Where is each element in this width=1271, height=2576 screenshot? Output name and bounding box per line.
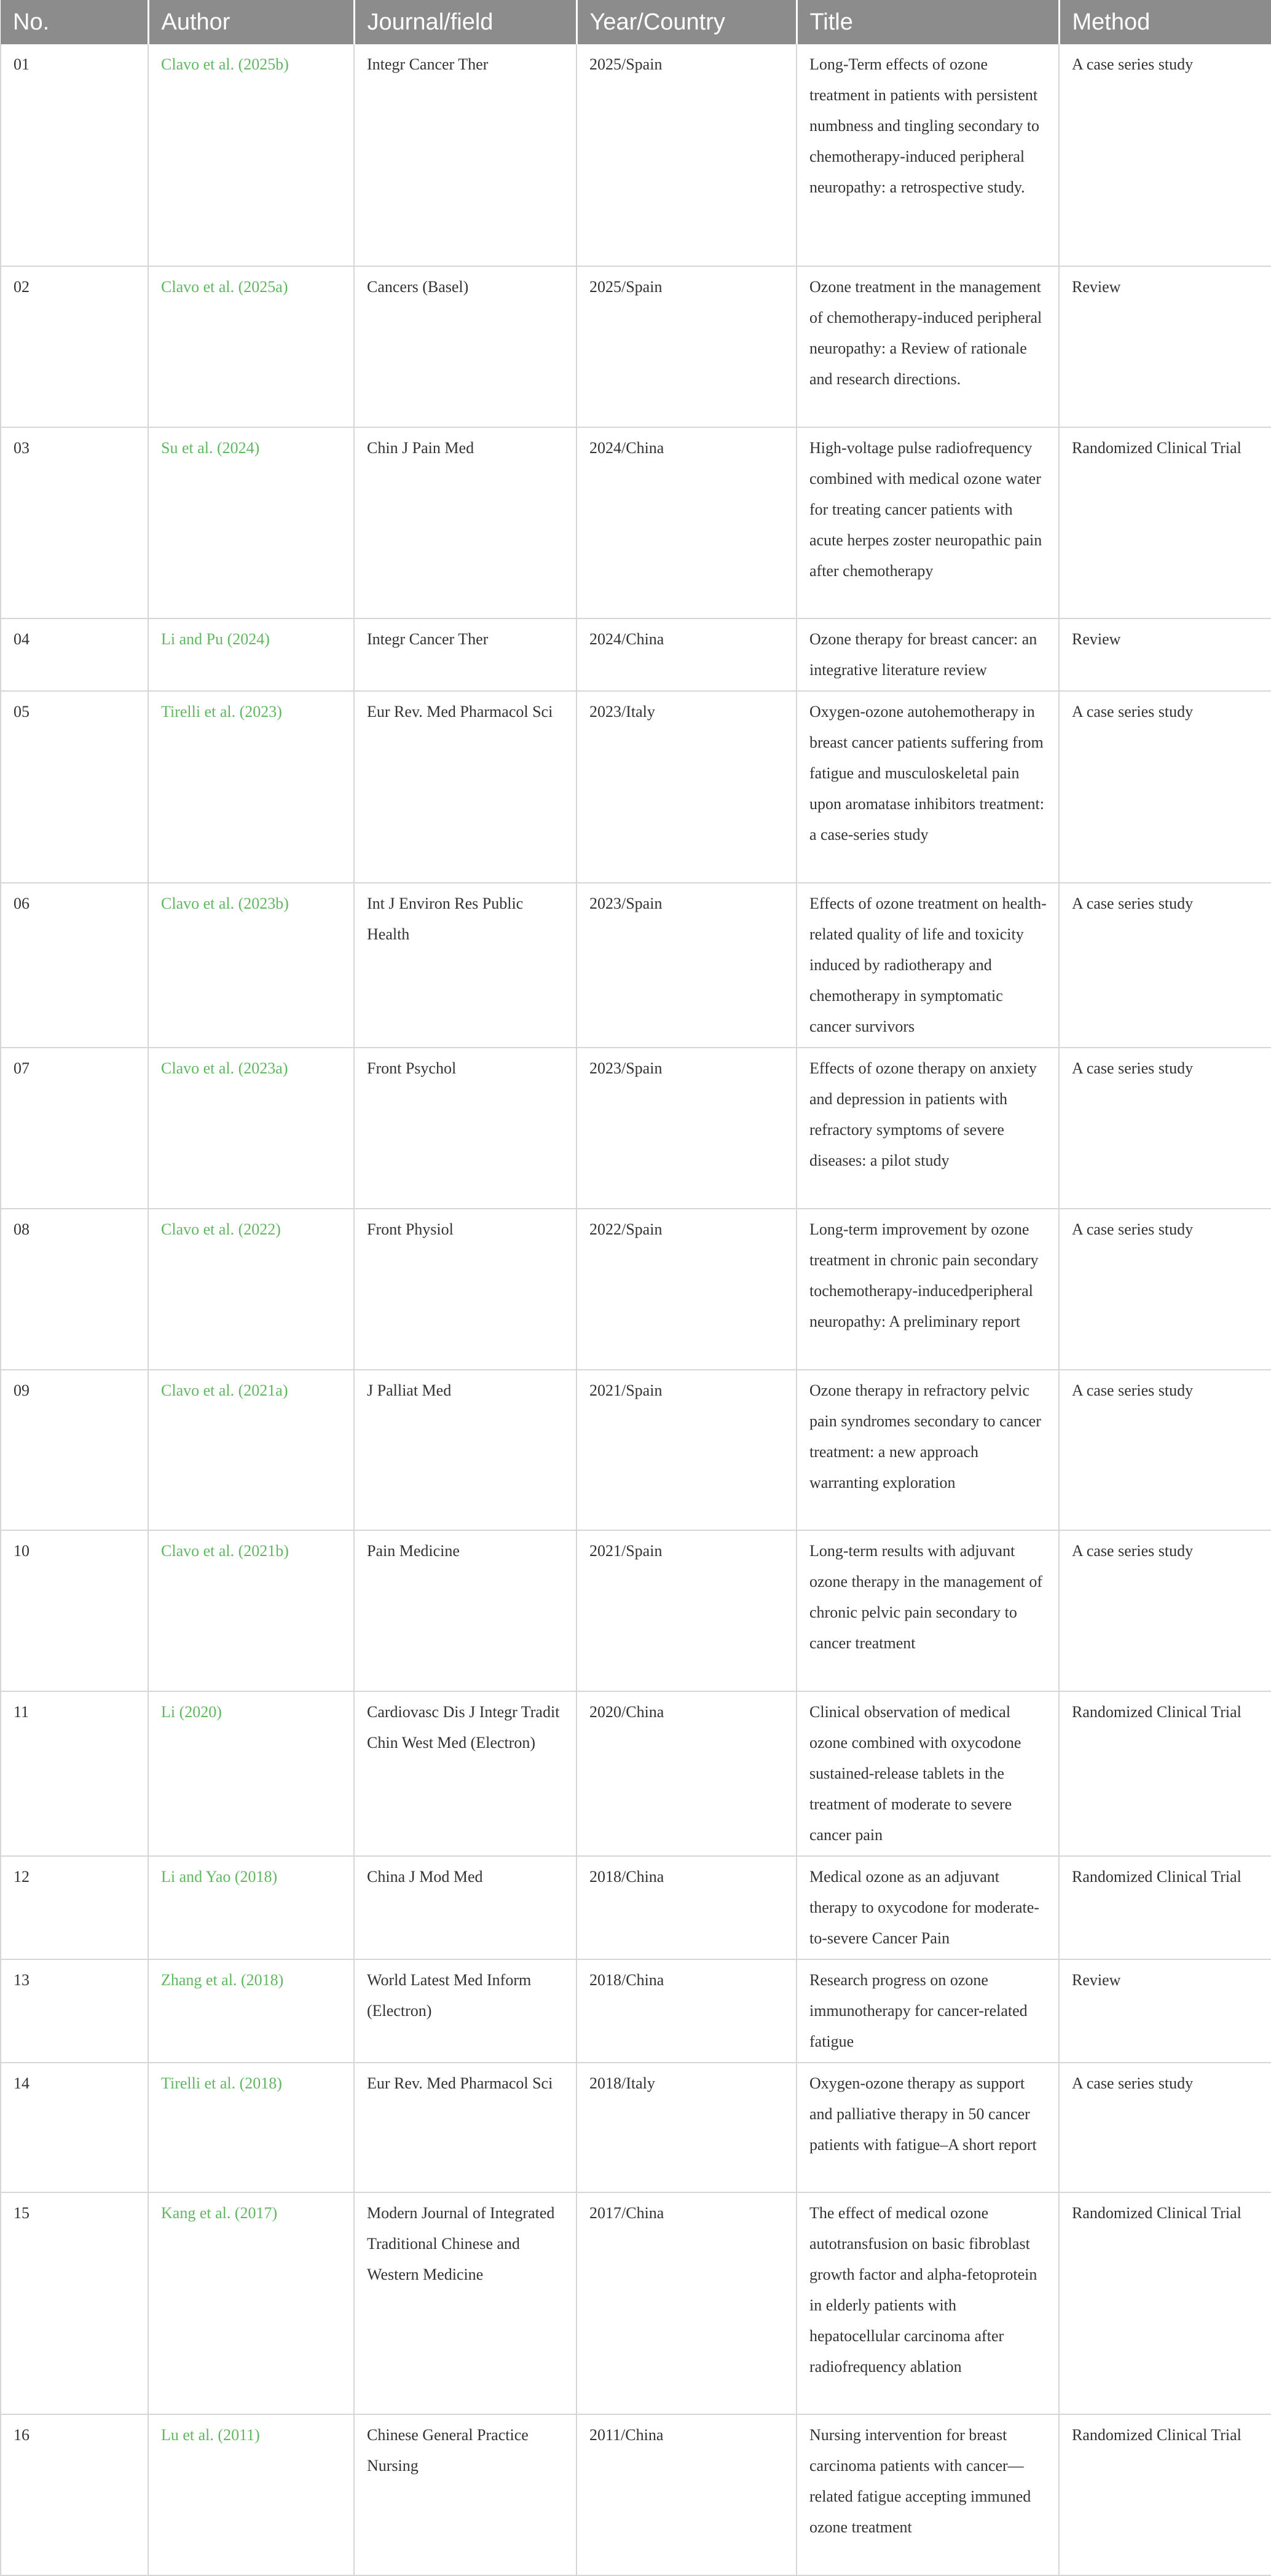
cell-author[interactable]: Clavo et al. (2025a): [148, 266, 354, 427]
cell-no: 08: [1, 1209, 148, 1370]
cell-journal: Chin J Pain Med: [354, 427, 576, 618]
cell-title: Research progress on ozone immunotherapy for cancer-related fatigue: [797, 1959, 1059, 2063]
column-header-author: Author: [148, 0, 354, 44]
cell-method: A case series study: [1059, 1370, 1271, 1530]
cell-method: Randomized Clinical Trial: [1059, 427, 1271, 618]
cell-journal: Integr Cancer Ther: [354, 44, 576, 266]
cell-method: Randomized Clinical Trial: [1059, 2414, 1271, 2575]
cell-year-country: 2021/Spain: [576, 1530, 797, 1691]
cell-no: 16: [1, 2414, 148, 2575]
cell-no: 03: [1, 427, 148, 618]
cell-method: A case series study: [1059, 883, 1271, 1048]
cell-method: A case series study: [1059, 1209, 1271, 1370]
cell-journal: Chinese General Practice Nursing: [354, 2414, 576, 2575]
cell-no: 06: [1, 883, 148, 1048]
table-row: [1, 1209, 1271, 1370]
cell-journal: Eur Rev. Med Pharmacol Sci: [354, 2063, 576, 2192]
cell-year-country: 2020/China: [576, 1691, 797, 1856]
column-header-no: No.: [1, 0, 148, 44]
cell-year-country: 2011/China: [576, 2414, 797, 2575]
cell-author[interactable]: Clavo et al. (2025b): [148, 44, 354, 266]
cell-no: 12: [1, 1856, 148, 1959]
cell-title: The effect of medical ozone autotransfusion on basic fibroblast growth factor and alpha-fetoprotein in elderly patients with hepatocellular carcinoma after radiofrequency ablation: [797, 2192, 1059, 2414]
cell-no: 13: [1, 1959, 148, 2063]
cell-journal: World Latest Med Inform (Electron): [354, 1959, 576, 2063]
cell-journal: Front Physiol: [354, 1209, 576, 1370]
cell-author[interactable]: Zhang et al. (2018): [148, 1959, 354, 2063]
cell-no: 11: [1, 1691, 148, 1856]
column-header-year-country: Year/Country: [576, 0, 797, 44]
cell-no: 15: [1, 2192, 148, 2414]
cell-year-country: 2023/Spain: [576, 883, 797, 1048]
cell-author[interactable]: Su et al. (2024): [148, 427, 354, 618]
cell-title: Effects of ozone therapy on anxiety and depression in patients with refractory symptoms of severe diseases: a pilot study: [797, 1048, 1059, 1209]
table-row: [1, 1691, 1271, 1856]
cell-method: A case series study: [1059, 1048, 1271, 1209]
cell-method: A case series study: [1059, 2063, 1271, 2192]
table-row: [1, 1856, 1271, 1959]
table-row: [1, 1530, 1271, 1691]
cell-year-country: 2018/China: [576, 1856, 797, 1959]
cell-journal: Integr Cancer Ther: [354, 618, 576, 691]
table-row: [1, 427, 1271, 618]
table-row: [1, 1048, 1271, 1209]
cell-title: Ozone therapy in refractory pelvic pain syndromes secondary to cancer treatment: a new approach warranting exploration: [797, 1370, 1059, 1530]
table-row: [1, 2063, 1271, 2192]
cell-year-country: 2023/Spain: [576, 1048, 797, 1209]
cell-method: Randomized Clinical Trial: [1059, 1856, 1271, 1959]
cell-title: Effects of ozone treatment on health-related quality of life and toxicity induced by radiotherapy and chemotherapy in symptomatic cancer survivors: [797, 883, 1059, 1048]
table-row: [1, 691, 1271, 883]
cell-year-country: 2021/Spain: [576, 1370, 797, 1530]
cell-method: A case series study: [1059, 44, 1271, 266]
cell-title: Ozone therapy for breast cancer: an integrative literature review: [797, 618, 1059, 691]
cell-journal: Cardiovasc Dis J Integr Tradit Chin West Med (Electron): [354, 1691, 576, 1856]
cell-method: A case series study: [1059, 1530, 1271, 1691]
cell-title: High-voltage pulse radiofrequency combined with medical ozone water for treating cancer patients with acute herpes zoster neuropathic pain after chemotherapy: [797, 427, 1059, 618]
cell-no: 07: [1, 1048, 148, 1209]
cell-year-country: 2023/Italy: [576, 691, 797, 883]
cell-method: Randomized Clinical Trial: [1059, 2192, 1271, 2414]
cell-title: Medical ozone as an adjuvant therapy to oxycodone for moderate-to-severe Cancer Pain: [797, 1856, 1059, 1959]
cell-journal: Cancers (Basel): [354, 266, 576, 427]
cell-journal: J Palliat Med: [354, 1370, 576, 1530]
cell-journal: Int J Environ Res Public Health: [354, 883, 576, 1048]
cell-year-country: 2022/Spain: [576, 1209, 797, 1370]
cell-no: 09: [1, 1370, 148, 1530]
table-row: [1, 2414, 1271, 2575]
cell-journal: China J Mod Med: [354, 1856, 576, 1959]
cell-year-country: 2017/China: [576, 2192, 797, 2414]
cell-no: 01: [1, 44, 148, 266]
table-row: [1, 1370, 1271, 1530]
cell-no: 04: [1, 618, 148, 691]
cell-journal: Eur Rev. Med Pharmacol Sci: [354, 691, 576, 883]
cell-year-country: 2024/China: [576, 427, 797, 618]
cell-method: Review: [1059, 618, 1271, 691]
table-row: [1, 266, 1271, 427]
cell-author[interactable]: Tirelli et al. (2018): [148, 2063, 354, 2192]
cell-year-country: 2018/China: [576, 1959, 797, 2063]
cell-method: Review: [1059, 266, 1271, 427]
cell-author[interactable]: Kang et al. (2017): [148, 2192, 354, 2414]
cell-title: Oxygen-ozone therapy as support and palliative therapy in 50 cancer patients with fatigue–A short report: [797, 2063, 1059, 2192]
cell-author[interactable]: Li and Pu (2024): [148, 618, 354, 691]
cell-year-country: 2025/Spain: [576, 44, 797, 266]
cell-author[interactable]: Clavo et al. (2023b): [148, 883, 354, 1048]
cell-author[interactable]: Tirelli et al. (2023): [148, 691, 354, 883]
table-row: [1, 618, 1271, 691]
table-header-row: [1, 0, 1271, 44]
cell-journal: Pain Medicine: [354, 1530, 576, 1691]
cell-title: Oxygen-ozone autohemotherapy in breast cancer patients suffering from fatigue and musculoskeletal pain upon aromatase inhibitors treatment: a case-series study: [797, 691, 1059, 883]
cell-method: Review: [1059, 1959, 1271, 2063]
cell-author[interactable]: Clavo et al. (2021b): [148, 1530, 354, 1691]
cell-no: 14: [1, 2063, 148, 2192]
cell-author[interactable]: Li (2020): [148, 1691, 354, 1856]
cell-author[interactable]: Lu et al. (2011): [148, 2414, 354, 2575]
cell-title: Nursing intervention for breast carcinoma patients with cancer—related fatigue accepting immuned ozone treatment: [797, 2414, 1059, 2575]
cell-year-country: 2025/Spain: [576, 266, 797, 427]
table-row: [1, 883, 1271, 1048]
cell-author[interactable]: Li and Yao (2018): [148, 1856, 354, 1959]
cell-no: 05: [1, 691, 148, 883]
cell-author[interactable]: Clavo et al. (2022): [148, 1209, 354, 1370]
cell-method: A case series study: [1059, 691, 1271, 883]
cell-no: 10: [1, 1530, 148, 1691]
cell-method: Randomized Clinical Trial: [1059, 1691, 1271, 1856]
cell-title: Long-term results with adjuvant ozone therapy in the management of chronic pelvic pain secondary to cancer treatment: [797, 1530, 1059, 1691]
cell-title: Long-Term effects of ozone treatment in patients with persistent numbness and tingling secondary to chemotherapy-induced peripheral neuropathy: a retrospective study.: [797, 44, 1059, 266]
table-row: [1, 1959, 1271, 2063]
cell-title: Long-term improvement by ozone treatment in chronic pain secondary tochemotherapy-inducedperipheral neuropathy: A preliminary report: [797, 1209, 1059, 1370]
cell-no: 02: [1, 266, 148, 427]
table-row: [1, 2192, 1271, 2414]
cell-title: Ozone treatment in the management of chemotherapy-induced peripheral neuropathy: a Review of rationale and research directions.: [797, 266, 1059, 427]
cell-author[interactable]: Clavo et al. (2021a): [148, 1370, 354, 1530]
cell-journal: Modern Journal of Integrated Traditional Chinese and Western Medicine: [354, 2192, 576, 2414]
cell-author[interactable]: Clavo et al. (2023a): [148, 1048, 354, 1209]
cell-year-country: 2018/Italy: [576, 2063, 797, 2192]
column-header-title: Title: [797, 0, 1059, 44]
column-header-method: Method: [1059, 0, 1271, 44]
table-row: [1, 44, 1271, 266]
cell-journal: Front Psychol: [354, 1048, 576, 1209]
column-header-journal: Journal/field: [354, 0, 576, 44]
cell-year-country: 2024/China: [576, 618, 797, 691]
cell-title: Clinical observation of medical ozone combined with oxycodone sustained-release tablets in the treatment of moderate to severe cancer pain: [797, 1691, 1059, 1856]
